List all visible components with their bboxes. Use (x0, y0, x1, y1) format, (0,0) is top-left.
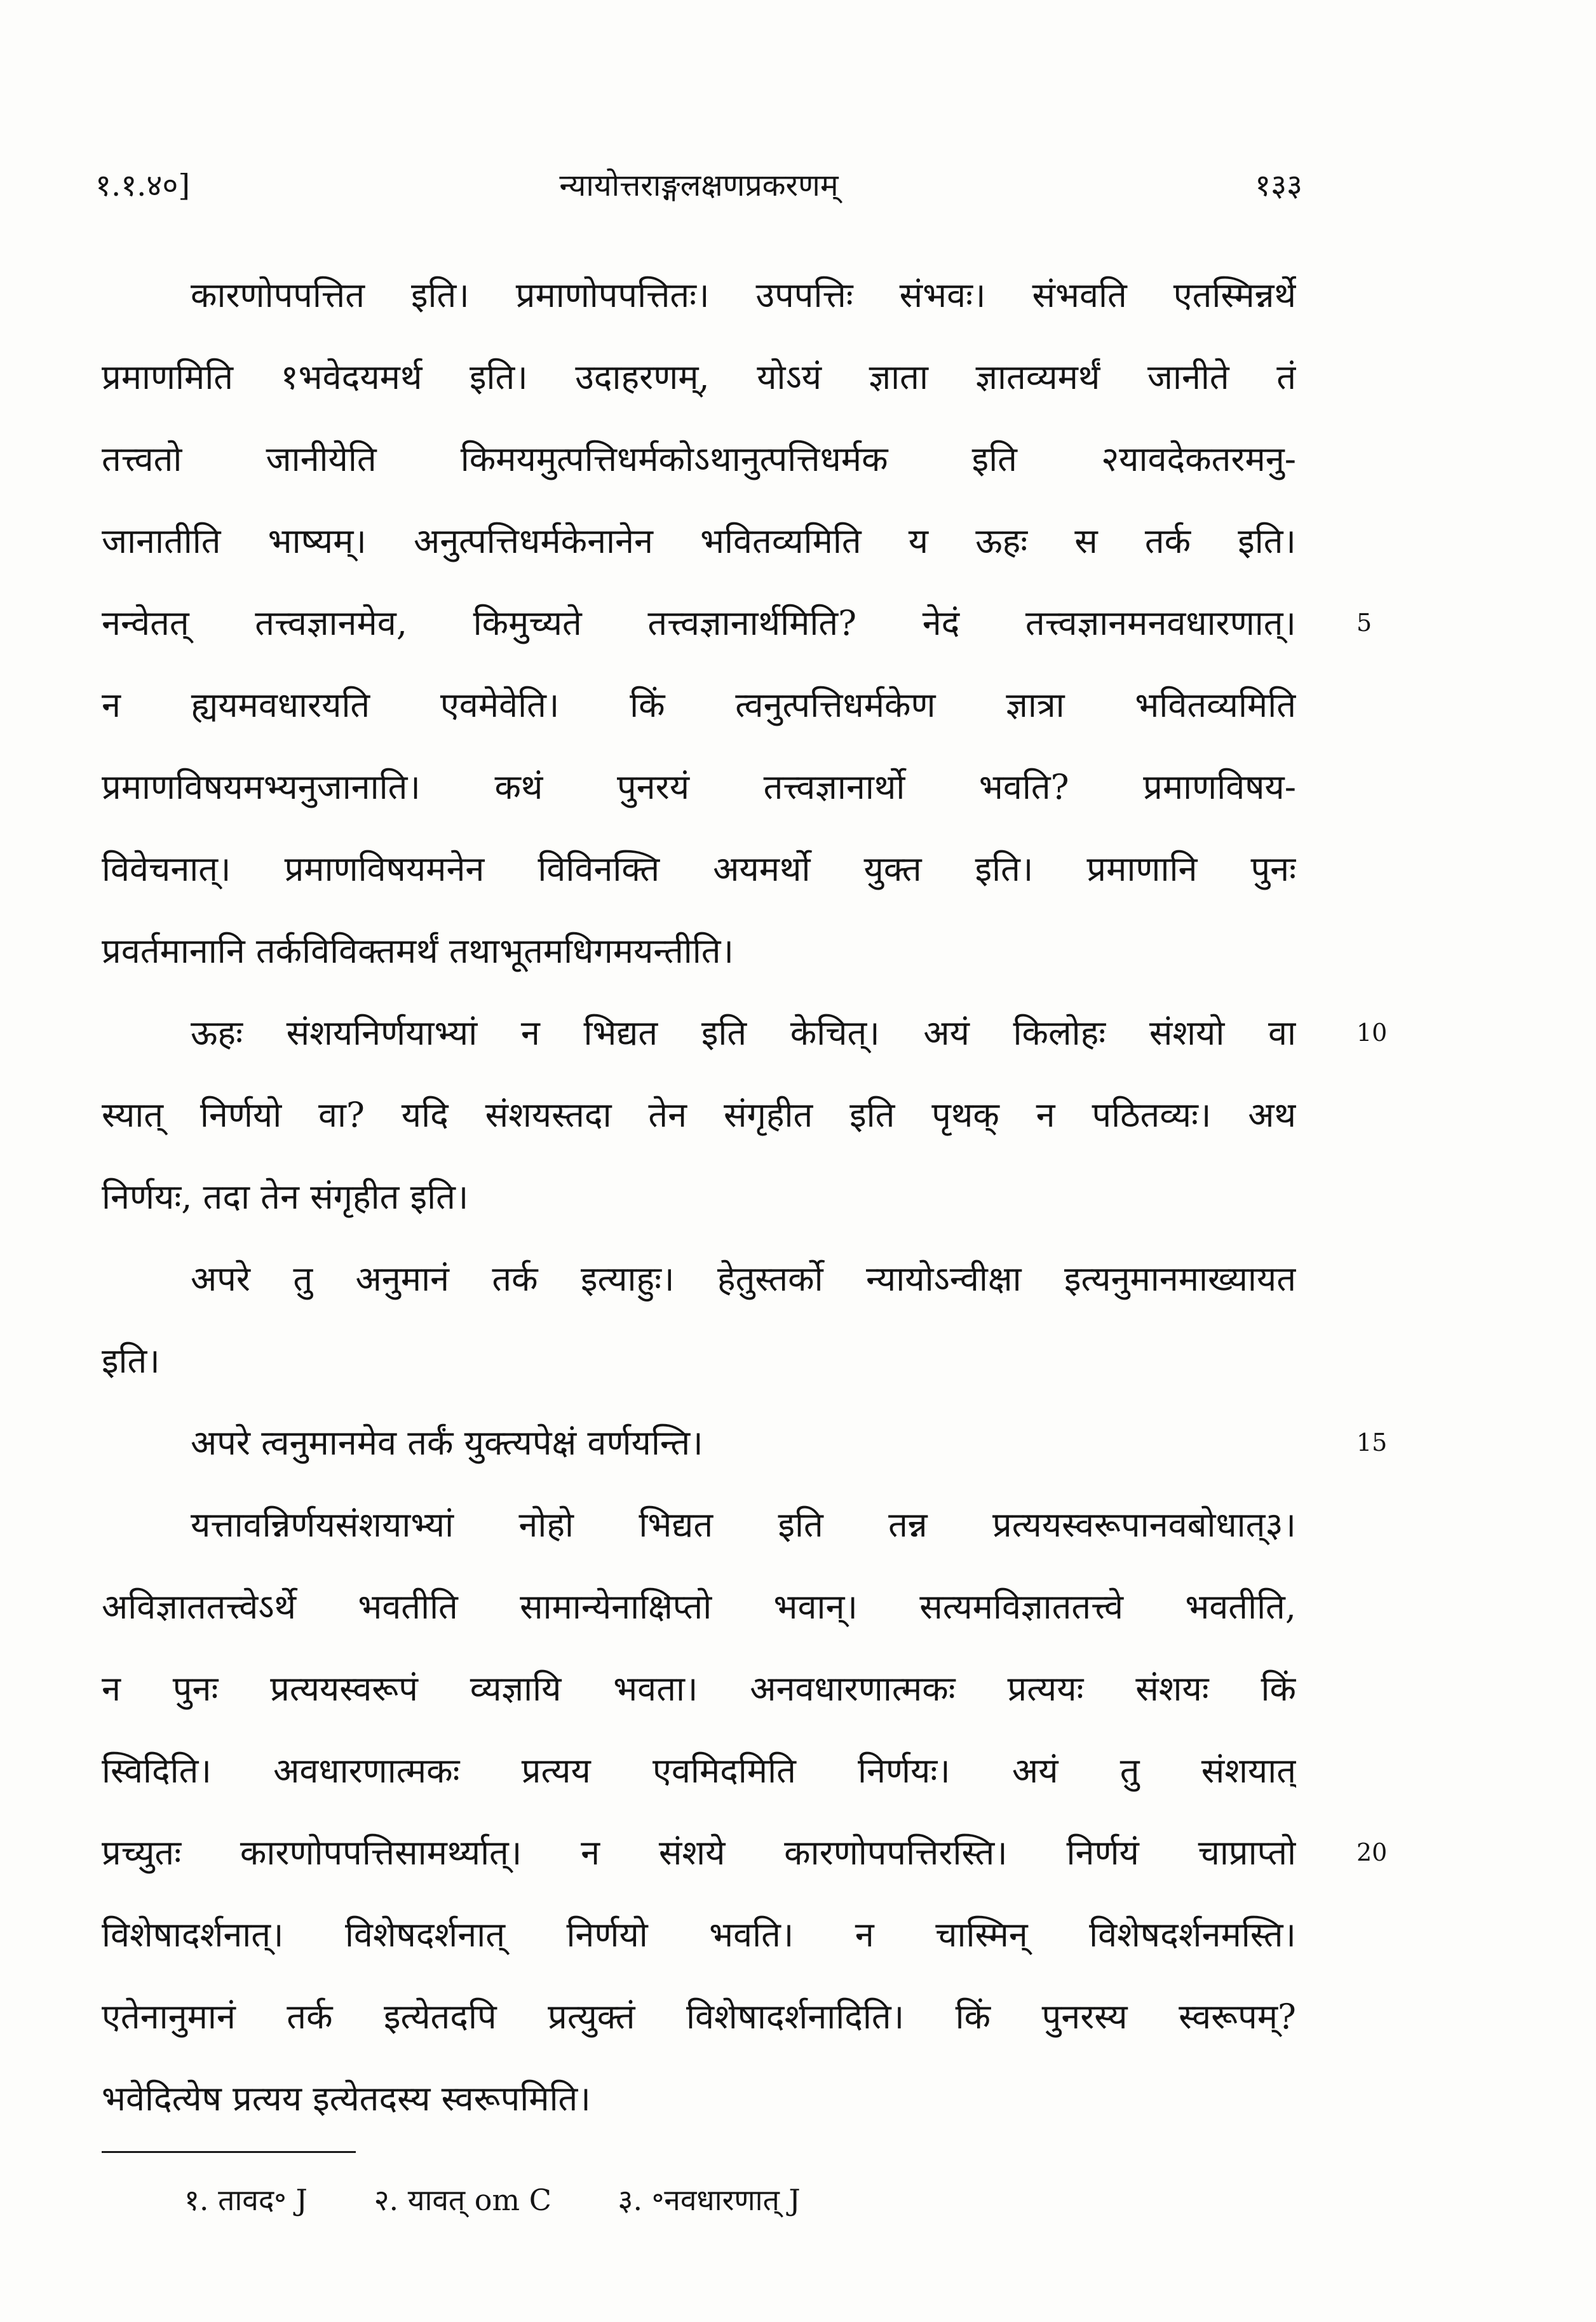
text-line: निर्णयः, तदा तेन संगृहीत इति। (102, 1177, 469, 1217)
text-line: जानातीति भाष्यम्। अनुत्पत्तिधर्मकेनानेन भवितव्यमिति य ऊहः स तर्क इति। (102, 521, 1296, 561)
text-line: प्रमाणमिति १भवेदयमर्थ इति। उदाहरणम्, योऽयं ज्ञाता ज्ञातव्यमर्थं जानीते तं (102, 357, 1296, 397)
text-line: यत्तावन्निर्णयसंशयाभ्यां नोहो भिद्यत इति तन्न प्रत्ययस्वरूपानवबोधात्३। (191, 1505, 1296, 1545)
running-head (95, 164, 1302, 208)
text-line: नन्वेतत् तत्त्वज्ञानमेव, किमुच्यते तत्त्वज्ञानार्थमिति? नेदं तत्त्वज्ञानमनवधारणात्। (102, 603, 1296, 643)
line-number-15: 15 (1356, 1429, 1388, 1456)
footnote-rule (102, 2151, 356, 2153)
text-line: इति। (102, 1341, 160, 1381)
page-number: १३३ (1255, 168, 1302, 203)
text-line: अविज्ञाततत्त्वेऽर्थे भवतीति सामान्येनाक्षिप्तो भवान्। सत्यमविज्ञाततत्त्वे भवतीति, (102, 1587, 1296, 1627)
footnote: १. तावद॰ J (184, 2183, 308, 2217)
line-number-5: 5 (1356, 609, 1372, 637)
text-line: न ह्ययमवधारयति एवमेवेति। किं त्वनुत्पत्तिधर्मकेण ज्ञात्रा भवितव्यमिति (102, 685, 1296, 725)
chapter-title: न्यायोत्तराङ्गलक्षणप्रकरणम् (559, 168, 839, 203)
line-number-10: 10 (1356, 1019, 1388, 1047)
text-line: न पुनः प्रत्ययस्वरूपं व्यज्ञायि भवता। अनवधारणात्मकः प्रत्ययः संशयः किं (102, 1669, 1296, 1709)
footnote: ३. ॰नवधारणात् J (618, 2183, 801, 2217)
text-line: एतेनानुमानं तर्क इत्येतदपि प्रत्युक्तं विशेषादर्शनादिति। किं पुनरस्य स्वरूपम्? (102, 1997, 1296, 2037)
text-line: प्रच्युतः कारणोपपत्तिसामर्थ्यात्। न संशये कारणोपपत्तिरस्ति। निर्णयं चाप्राप्तो (102, 1833, 1296, 1873)
text-line: तत्त्वतो जानीयेति किमयमुत्पत्तिधर्मकोऽथानुत्पत्तिधर्मक इति २यावदेकतरमनु- (102, 439, 1296, 479)
text-line: स्विदिति। अवधारणात्मकः प्रत्यय एवमिदमिति निर्णयः। अयं तु संशयात् (102, 1751, 1296, 1791)
text-line: स्यात् निर्णयो वा? यदि संशयस्तदा तेन संगृहीत इति पृथक् न पठितव्यः। अथ (102, 1095, 1296, 1135)
body-text (102, 254, 1296, 2140)
text-line: ऊहः संशयनिर्णयाभ्यां न भिद्यत इति केचित्। अयं किलोहः संशयो वा (191, 1013, 1296, 1053)
text-line: भवेदित्येष प्रत्यय इत्येतदस्य स्वरूपमिति। (102, 2079, 591, 2119)
text-line: प्रवर्तमानानि तर्कविविक्तमर्थं तथाभूतमधिगमयन्तीति। (102, 931, 734, 971)
text-line: कारणोपपत्तित इति। प्रमाणोपपत्तितः। उपपत्तिः संभवः। संभवति एतस्मिन्नर्थे (191, 275, 1296, 315)
text-line: अपरे तु अनुमानं तर्क इत्याहुः। हेतुस्तर्को न्यायोऽन्वीक्षा इत्यनुमानमाख्यायत (191, 1259, 1296, 1299)
text-line: प्रमाणविषयमभ्यनुजानाति। कथं पुनरयं तत्त्वज्ञानार्थो भवति? प्रमाणविषय- (102, 767, 1296, 807)
section-reference: १.१.४०] (95, 168, 191, 203)
line-number-20: 20 (1356, 1838, 1388, 1866)
text-line: विशेषादर्शनात्। विशेषदर्शनात् निर्णयो भवति। न चास्मिन् विशेषदर्शनमस्ति। (102, 1915, 1296, 1955)
footnote: २. यावत् om C (374, 2183, 551, 2217)
footnotes (184, 2180, 858, 2219)
text-line: विवेचनात्। प्रमाणविषयमनेन विविनक्ति अयमर्थो युक्त इति। प्रमाणानि पुनः (102, 849, 1296, 889)
text-line: अपरे त्वनुमानमेव तर्कं युक्त्यपेक्षं वर्णयन्ति। (191, 1423, 703, 1463)
